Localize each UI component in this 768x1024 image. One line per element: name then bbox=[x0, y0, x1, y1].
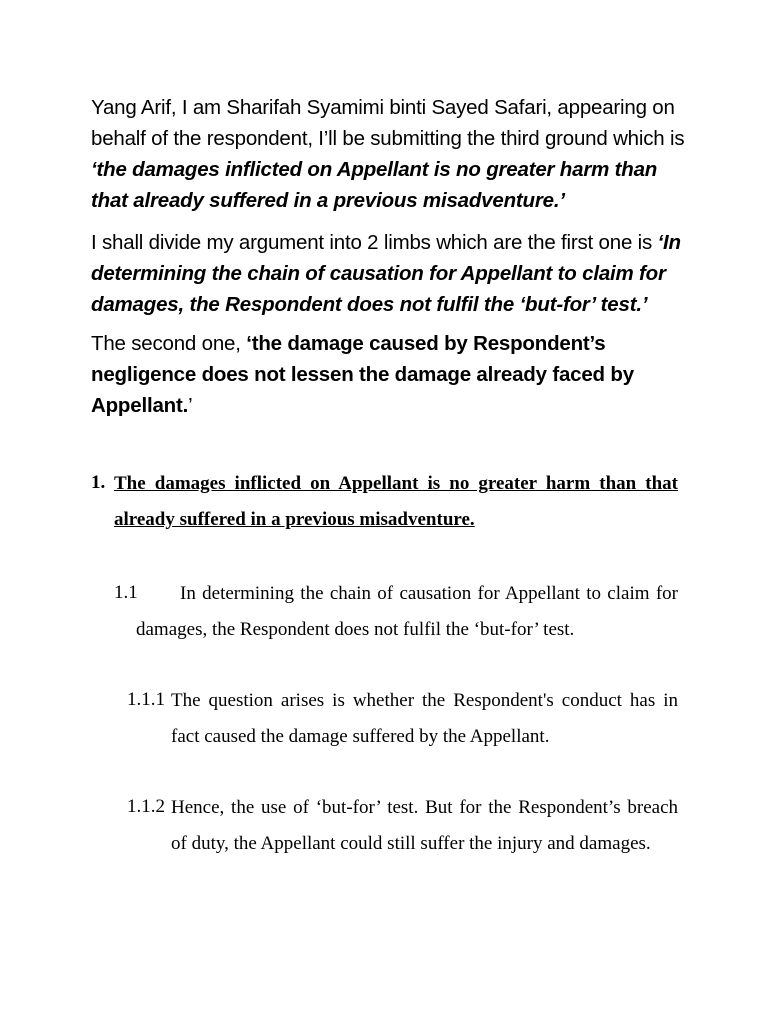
intro-paragraph-3 bbox=[91, 328, 691, 421]
subsubsection-text: Hence, the use of ‘but-for’ test. But for the Respondent’s breach of duty, the Appellant could still suffer the injury and damages. bbox=[171, 797, 678, 854]
section-number: 1. bbox=[91, 472, 106, 493]
subsection-number: 1.1 bbox=[114, 582, 138, 603]
intro-tail: ’ bbox=[188, 394, 193, 417]
intro-paragraph-2 bbox=[91, 227, 691, 320]
intro-text: I shall divide my argument into 2 limbs which are the first one is bbox=[91, 231, 658, 254]
intro-paragraph-1 bbox=[91, 92, 691, 216]
intro-text: The second one, bbox=[91, 332, 247, 355]
section-heading: The damages inflicted on Appellant is no greater harm than that already suffered in a previous misadventure. bbox=[114, 473, 678, 530]
intro-emphasis: ‘In determining the chain of causation for Appellant to claim for damages, the Respondent does not fulfil the ‘but-for’ test.’ bbox=[91, 231, 681, 316]
intro-emphasis: ‘the damages inflicted on Appellant is no greater harm than that already suffered in a previous misadventure.’ bbox=[91, 158, 658, 212]
subsubsection-text: The question arises is whether the Respondent's conduct has in fact caused the damage suffered by the Appellant. bbox=[171, 690, 678, 747]
subsubsection-number: 1.1.2 bbox=[127, 796, 165, 817]
intro-bold: ‘the damage caused by Respondent’s negligence does not lessen the damage already faced by Appellant. bbox=[91, 332, 634, 417]
intro-text: Yang Arif, I am Sharifah Syamimi binti Sayed Safari, appearing on behalf of the respondent, I’ll be submitting the third ground which is bbox=[91, 96, 685, 150]
subsubsection-number: 1.1.1 bbox=[127, 689, 165, 710]
subsection-text: In determining the chain of causation for Appellant to claim for damages, the Respondent does not fulfil the ‘but-for’ test. bbox=[136, 583, 678, 640]
